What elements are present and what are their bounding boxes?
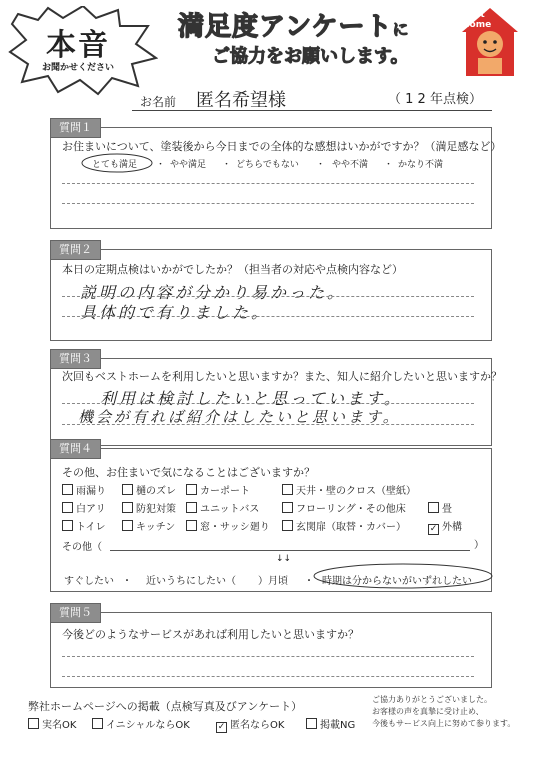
other-label: その他（ <box>62 542 102 553</box>
checkbox-row1-3[interactable]: カーポート <box>186 482 250 497</box>
checkbox-icon <box>62 502 73 513</box>
answer-line <box>62 203 474 204</box>
q3-question: 次回もベストホームを利用したいと思いますか？また、知人に紹介したいと思いますか？ <box>62 370 502 383</box>
checkbox-row3-2[interactable]: キッチン <box>122 518 175 533</box>
inspection-year: （ 1 2 年点検） <box>388 92 482 107</box>
answer-line <box>62 656 474 657</box>
q3-answer-2: 機会が有れば紹介はしたいと思います。 <box>78 408 401 426</box>
badge-sub-text: お聞かせください <box>42 63 115 73</box>
q1-separator: ・ <box>156 160 166 170</box>
checkbox-icon <box>122 484 133 495</box>
q4-question: その他、お住まいで気になることはございますか？ <box>62 466 315 479</box>
other-underline <box>110 550 470 551</box>
q2-answer-2: 具体的で有りました。 <box>80 303 271 322</box>
checkbox-row3-4[interactable]: 玄関扉（取替・カバー） <box>282 518 406 533</box>
timing-someday[interactable]: 時期は分からないがいずれしたい <box>322 576 472 587</box>
timing-separator: ・ <box>122 576 132 587</box>
checkbox-row1-1[interactable]: 雨漏り <box>62 482 106 497</box>
name-value: 匿名希望様 <box>196 90 286 111</box>
checkmark-icon: ✓ <box>217 722 226 732</box>
answer-line <box>62 183 474 184</box>
q3-tab: 質問３ <box>50 349 101 369</box>
badge-main-text: 本音 <box>46 28 110 63</box>
q2-question: 本日の定期点検はいかがでしたか？（担当者の対応や点検内容など） <box>62 263 403 276</box>
q1-option-1[interactable]: とても満足 <box>92 160 138 170</box>
q1-tab: 質問１ <box>50 118 101 138</box>
checkbox-icon <box>28 718 39 729</box>
timing-soon[interactable]: 近いうちにしたい（ <box>146 576 236 587</box>
checkbox-row2-5[interactable]: 畳 <box>428 500 452 515</box>
checkbox-row2-2[interactable]: 防犯対策 <box>122 500 176 515</box>
q1-option-3[interactable]: どちらでもない <box>236 160 299 170</box>
checkbox-row1-2[interactable]: 樋のズレ <box>122 482 176 497</box>
q4-tab: 質問４ <box>50 439 101 459</box>
timing-separator: ・ <box>304 576 314 587</box>
checkbox-icon <box>186 484 197 495</box>
q5-question: 今後どのようなサービスがあれば利用したいと思いますか？ <box>62 628 359 641</box>
checkbox-row3-1[interactable]: トイレ <box>62 518 106 533</box>
checkbox-icon <box>428 502 439 513</box>
thanks-line-3: 今後もサービス向上に努めて参ります。 <box>372 719 516 728</box>
checkbox-icon <box>306 718 317 729</box>
q3-answer-1: 利用は検討したいと思っています。 <box>100 389 403 408</box>
checkbox-row1-4[interactable]: 天井・壁のクロス（壁紙） <box>282 482 416 497</box>
checkbox-icon <box>282 484 293 495</box>
thanks-line-2: お客様の声を真摯に受け止め、 <box>372 707 484 716</box>
survey-title: 満足度アンケートに <box>178 12 410 42</box>
name-underline <box>132 110 492 111</box>
answer-line <box>62 296 474 297</box>
q1-separator: ・ <box>222 160 232 170</box>
checkbox-icon <box>62 484 73 495</box>
checkbox-icon <box>122 502 133 513</box>
checkbox-icon <box>186 520 197 531</box>
publish-option-anonymous-checked[interactable]: ✓ 匿名ならOK <box>217 720 285 732</box>
survey-subtitle: ご協力をお願いします。 <box>212 46 409 67</box>
answer-line <box>62 403 474 404</box>
checkbox-icon <box>282 502 293 513</box>
timing-now[interactable]: すぐしたい <box>64 576 114 587</box>
checkbox-icon <box>92 718 103 729</box>
checkbox-row2-4[interactable]: フローリング・その他床 <box>282 500 406 515</box>
q1-separator: ・ <box>316 160 326 170</box>
checkbox-icon <box>62 520 73 531</box>
q1-question: お住まいについて、塗装後から今日までの全体的な感想はいかがですか？（満足感など） <box>62 140 502 153</box>
q1-option-4[interactable]: やや不満 <box>332 160 369 170</box>
other-close: ） <box>474 540 484 551</box>
answer-line <box>62 676 474 677</box>
checkbox-icon <box>186 502 197 513</box>
publish-title: 弊社ホームページへの掲載（点検写真及びアンケート） <box>28 700 303 713</box>
timing-month[interactable]: ）月頃 <box>258 576 288 587</box>
checkbox-row3-5-checked[interactable]: ✓ 外構 <box>429 522 462 534</box>
publish-option-ng[interactable]: 掲載NG <box>306 716 355 731</box>
q5-tab: 質問５ <box>50 603 101 623</box>
logo-text: Best Home <box>462 10 492 30</box>
publish-option-initial[interactable]: イニシャルならOK <box>92 716 190 731</box>
checkmark-icon: ✓ <box>429 524 438 534</box>
answer-line <box>62 316 474 317</box>
checkbox-row2-3[interactable]: ユニットバス <box>186 500 259 515</box>
q2-answer-1: 説明の内容が分かり易かった。 <box>80 283 347 302</box>
timing-arrows: ↓↓ <box>276 554 292 564</box>
q1-option-5[interactable]: かなり不満 <box>398 160 444 170</box>
checkbox-icon <box>282 520 293 531</box>
thanks-line-1: ご協力ありがとうございました。 <box>372 695 492 704</box>
checkbox-row3-3[interactable]: 窓・サッシ廻り <box>186 518 270 533</box>
name-label: お名前 <box>140 95 177 109</box>
publish-option-realname[interactable]: 実名OK <box>28 716 76 731</box>
answer-line <box>62 424 474 425</box>
q1-option-2[interactable]: やや満足 <box>170 160 207 170</box>
checkbox-row2-1[interactable]: 白アリ <box>62 500 106 515</box>
q1-separator: ・ <box>384 160 394 170</box>
q2-tab: 質問２ <box>50 240 101 260</box>
checkbox-icon <box>122 520 133 531</box>
